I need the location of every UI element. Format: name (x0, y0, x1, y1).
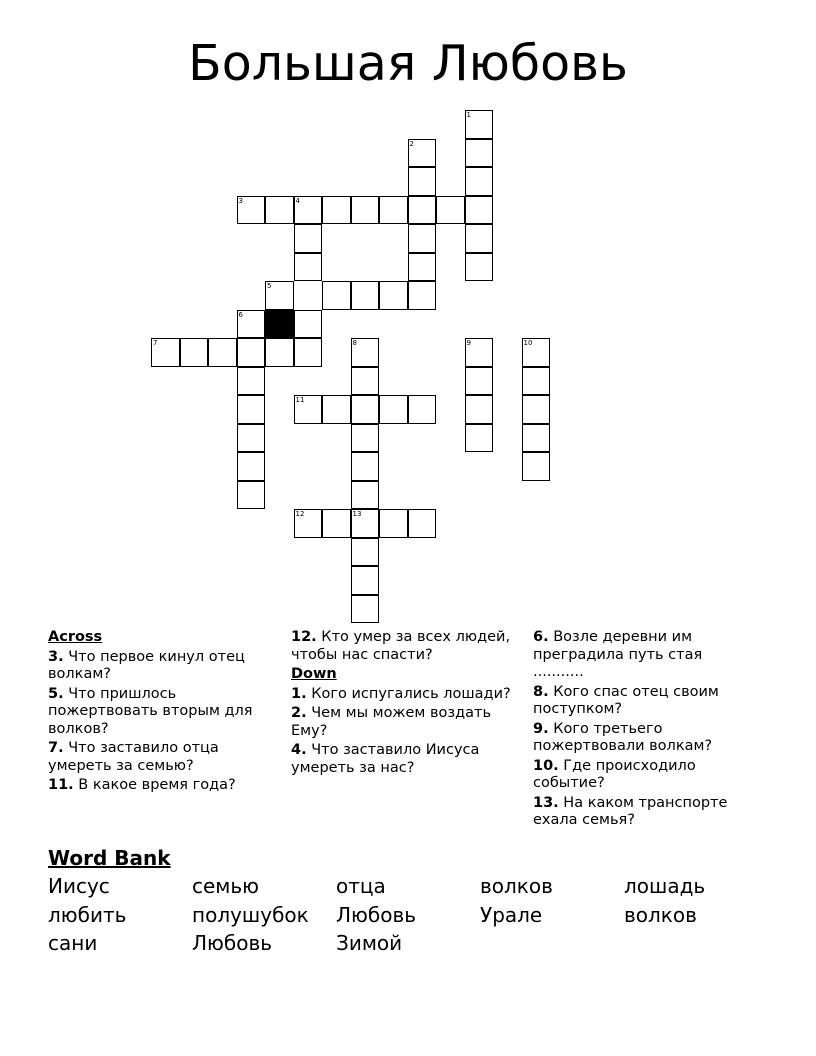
crossword-block-cell (265, 310, 294, 339)
crossword-cell[interactable] (294, 224, 323, 253)
word-bank-word: лошадь (624, 874, 706, 898)
crossword-cell[interactable] (351, 509, 380, 538)
clue-number: 8. (533, 683, 549, 700)
clue-number: 5. (48, 685, 64, 702)
crossword-cell[interactable] (379, 509, 408, 538)
crossword-cell[interactable] (265, 338, 294, 367)
crossword-cell[interactable] (465, 253, 494, 282)
clue-text: В какое время года? (78, 777, 236, 793)
crossword-cell[interactable] (237, 395, 266, 424)
clue-number: 10. (533, 757, 559, 774)
word-bank-word: полушубок (192, 902, 309, 927)
clue-text: На каком транспорте ехала семья? (533, 794, 728, 828)
clue-number-label: 3 (238, 196, 243, 205)
crossword-cell[interactable] (465, 224, 494, 253)
crossword-cell[interactable] (322, 281, 351, 310)
word-bank-word: Любовь (192, 931, 273, 955)
crossword-cell[interactable] (351, 595, 380, 624)
crossword-cell[interactable] (351, 566, 380, 595)
clue-down-2 (291, 705, 516, 740)
clue-text: Что заставило Иисуса умереть за нас? (291, 742, 480, 776)
crossword-cell[interactable] (351, 395, 380, 424)
clue-number-label: 7 (153, 339, 158, 347)
crossword-cell[interactable] (408, 139, 437, 168)
clue-number: 11. (48, 777, 74, 793)
clue-number: 4. (291, 742, 307, 758)
clue-number: 1. (291, 685, 307, 702)
crossword-cell[interactable] (465, 424, 494, 453)
word-bank-word: отца (336, 874, 386, 898)
crossword-cell[interactable] (351, 338, 380, 367)
crossword-cell[interactable] (465, 395, 494, 424)
clue-number-label: 5 (267, 282, 272, 290)
crossword-cell[interactable] (379, 281, 408, 310)
clue-text: Кого третьего пожертвовали волкам? (533, 720, 713, 754)
crossword-cell[interactable] (294, 395, 323, 424)
crossword-cell[interactable] (522, 367, 551, 396)
crossword-cell[interactable] (351, 196, 380, 225)
clue-down-10 (533, 758, 748, 793)
crossword-cell[interactable] (351, 452, 380, 481)
crossword-cell[interactable] (351, 481, 380, 510)
crossword-cell[interactable] (465, 110, 494, 139)
crossword-cell[interactable] (465, 367, 494, 396)
crossword-cell[interactable] (180, 338, 209, 367)
clue-number: 3. (48, 648, 64, 665)
crossword-cell[interactable] (322, 196, 351, 225)
page-title: Большая Любовь (188, 35, 628, 92)
clue-text: Кто умер за всех людей, чтобы нас спасти? (291, 629, 511, 663)
clue-number-label: 13 (352, 510, 362, 518)
clue-text: Что первое кинул отец волкам? (48, 648, 245, 682)
clue-number: 12. (291, 629, 317, 645)
clue-number-label: 6 (238, 310, 243, 319)
clue-number-label: 10 (523, 339, 533, 347)
clue-down-9 (533, 721, 748, 756)
crossword-cell[interactable] (408, 281, 437, 310)
clue-number: 13. (533, 794, 559, 811)
crossword-cell[interactable] (294, 196, 323, 225)
crossword-cell[interactable] (294, 310, 323, 339)
clue-down-1 (291, 686, 516, 704)
clue-number-label: 4 (295, 196, 300, 205)
word-bank-word: волков (480, 874, 553, 898)
clue-text: Что пришлось пожертвовать вторым для волков? (48, 685, 253, 737)
crossword-cell[interactable] (436, 196, 465, 225)
crossword-cell[interactable] (465, 196, 494, 225)
crossword-cell[interactable] (237, 481, 266, 510)
crossword-cell[interactable] (294, 509, 323, 538)
crossword-cell[interactable] (522, 452, 551, 481)
crossword-cell[interactable] (379, 196, 408, 225)
clue-down-4 (291, 742, 516, 777)
clue-text: Где происходило событие? (533, 757, 696, 791)
crossword-cell[interactable] (408, 509, 437, 538)
clue-number-label: 12 (295, 510, 305, 518)
crossword-cell[interactable] (237, 367, 266, 396)
clue-down-13 (533, 795, 748, 830)
crossword-cell[interactable] (351, 281, 380, 310)
crossword-cell[interactable] (465, 338, 494, 367)
clue-text: Что заставило отца умереть за семью? (48, 740, 219, 774)
clue-text: Чем мы можем воздать Ему? (291, 705, 491, 739)
crossword-cell[interactable] (465, 167, 494, 196)
clue-down-8 (533, 684, 748, 719)
crossword-cell[interactable] (237, 310, 266, 339)
word-bank-word: сани (48, 931, 98, 955)
crossword-cell[interactable] (237, 338, 266, 367)
crossword-cell[interactable] (237, 424, 266, 453)
crossword-cell[interactable] (351, 538, 380, 567)
clue-down-6 (533, 629, 748, 682)
clue-number: 9. (533, 720, 549, 737)
crossword-cell[interactable] (522, 424, 551, 453)
clue-text: Кого испугались лошади? (311, 685, 511, 702)
clue-across-3 (48, 649, 268, 684)
clue-text: Возле деревни им преградила путь стая ........... (533, 629, 703, 680)
clue-number: 7. (48, 740, 64, 756)
crossword-cell[interactable] (294, 338, 323, 367)
word-bank-word: волков (624, 902, 697, 927)
word-bank-word: семью (192, 874, 260, 898)
clues-column-2 (291, 629, 516, 779)
crossword-cell[interactable] (151, 338, 180, 367)
crossword-cell[interactable] (408, 395, 437, 424)
clues-column-1 (48, 629, 268, 797)
clue-number: 2. (291, 705, 307, 721)
word-bank-word: любить (48, 902, 127, 927)
crossword-cell[interactable] (465, 139, 494, 168)
clue-text: Кого спас отец своим поступком? (533, 683, 719, 717)
crossword-cell[interactable] (408, 196, 437, 225)
clue-number-label: 2 (409, 139, 414, 148)
crossword-cell[interactable] (379, 395, 408, 424)
crossword-cell[interactable] (265, 196, 294, 225)
clue-across-11 (48, 777, 268, 795)
crossword-cell[interactable] (408, 224, 437, 253)
clue-across-12 (291, 629, 516, 664)
crossword-cell[interactable] (322, 395, 351, 424)
crossword-cell[interactable] (408, 167, 437, 196)
word-bank-word: Зимой (336, 931, 403, 955)
word-bank-word: Урале (480, 902, 543, 927)
clue-across-5 (48, 686, 268, 739)
word-bank-word: Иисус (48, 874, 110, 898)
clue-across-7 (48, 740, 268, 775)
clue-number-label: 1 (466, 111, 471, 119)
crossword-cell[interactable] (322, 509, 351, 538)
crossword-cell[interactable] (208, 338, 237, 367)
down-heading: Down (291, 666, 337, 682)
clue-number: 6. (533, 629, 549, 645)
crossword-cell[interactable] (522, 395, 551, 424)
crossword-cell[interactable] (265, 281, 294, 310)
crossword-cell[interactable] (294, 253, 323, 282)
crossword-cell[interactable] (351, 424, 380, 453)
crossword-cell[interactable] (237, 196, 266, 225)
crossword-cell[interactable] (237, 452, 266, 481)
crossword-cell[interactable] (408, 253, 437, 282)
clue-number-label: 11 (295, 396, 305, 404)
across-heading: Across (48, 629, 103, 645)
word-bank-title: Word Bank (48, 846, 171, 870)
word-bank-word: Любовь (336, 902, 417, 927)
crossword-cell[interactable] (522, 338, 551, 367)
clue-number-label: 9 (466, 339, 471, 347)
clue-number-label: 8 (352, 339, 357, 347)
clues-column-3 (533, 629, 748, 832)
crossword-cell[interactable] (351, 367, 380, 396)
